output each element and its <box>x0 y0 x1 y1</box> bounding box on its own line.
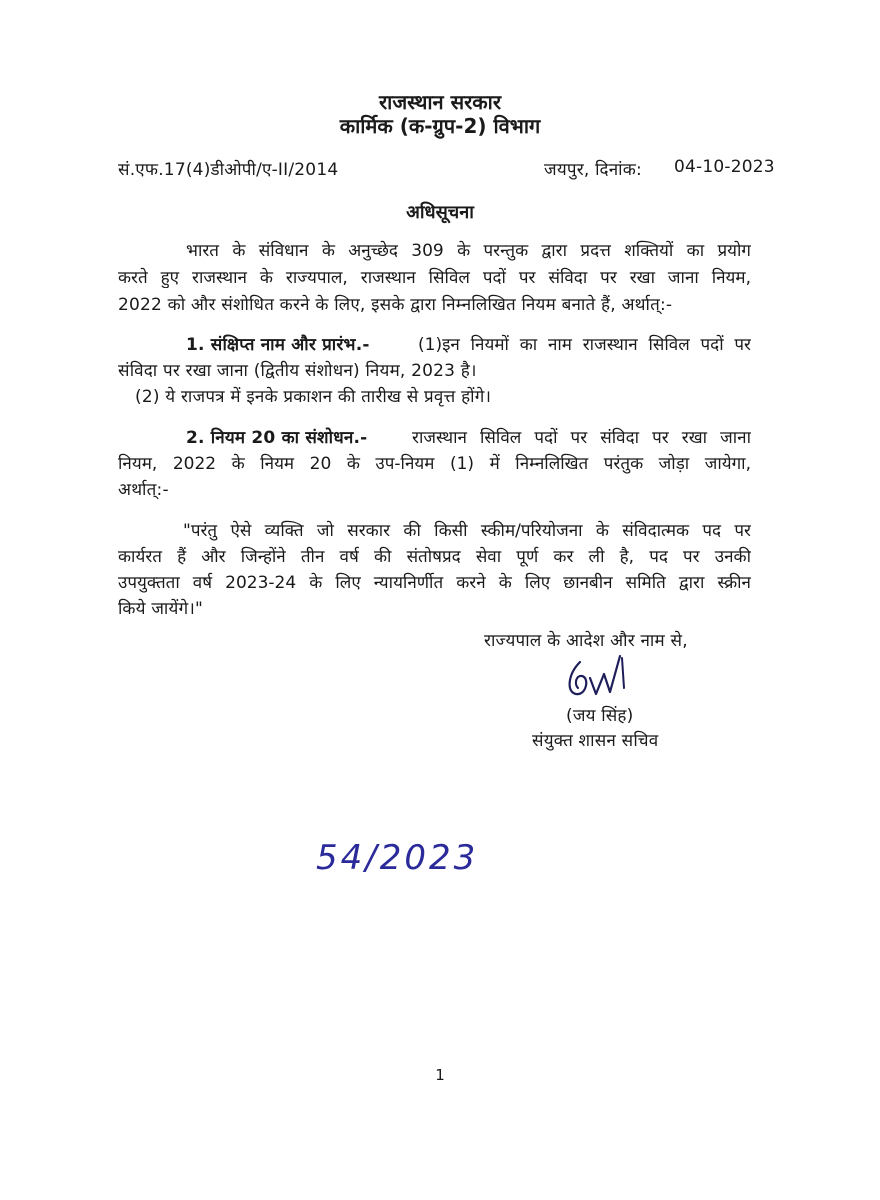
order-line: राज्यपाल के आदेश और नाम से, <box>484 631 688 651</box>
date-value: 04-10-2023 <box>674 157 775 177</box>
section-1-line-1: (1)इन नियमों का नाम राजस्थान सिविल पदों पर <box>418 335 751 355</box>
government-title: राजस्थान सरकार <box>378 90 502 114</box>
section-1-line-2: संविदा पर रखा जाना (द्वितीय संशोधन) नियम, 2023 है। <box>118 361 477 381</box>
proviso-line-3: उपयुक्तता वर्ष 2023-24 के लिए न्यायनिर्णीत करने के लिए छानबीन समिति द्वारा स्क्रीन <box>118 573 751 593</box>
proviso-line-1: "परंतु ऐसे व्यक्ति जो सरकार की किसी स्कीम/परियोजना के संविदात्मक पद पर <box>183 521 751 541</box>
preamble-line-3: 2022 को और संशोधित करने के लिए, इसके द्वारा निम्नलिखित नियम बनाते हैं, अर्थात्:- <box>118 295 673 315</box>
section-1-line-3: (2) ये राजपत्र में इनके प्रकाशन की तारीख से प्रवृत्त होंगे। <box>135 387 492 407</box>
proviso-line-2: कार्यरत हैं और जिन्होंने तीन वर्ष की संतोषप्रद सेवा पूर्ण कर ली है, पद पर उनकी <box>118 547 751 567</box>
place-date-label: जयपुर, दिनांक: <box>544 160 642 180</box>
preamble-line-1: भारत के संविधान के अनुच्छेद 309 के परन्तुक द्वारा प्रदत्त शक्तियों का प्रयोग <box>186 241 751 261</box>
signatory-name: (जय सिंह) <box>566 706 634 726</box>
page-number: 1 <box>435 1066 445 1084</box>
document-title: अधिसूचना <box>406 202 474 223</box>
proviso-line-4: किये जायेंगे।" <box>118 599 204 619</box>
section-2-line-1: राजस्थान सिविल पदों पर संविदा पर रखा जाना <box>412 428 751 448</box>
section-2-line-2: नियम, 2022 के नियम 20 के उप-नियम (1) में निम्नलिखित परंतुक जोड़ा जायेगा, <box>118 454 751 474</box>
section-2-line-3: अर्थात्:- <box>118 480 169 500</box>
reference-number: सं.एफ.17(4)डीओपी/ए-II/2014 <box>118 160 339 180</box>
preamble-line-2: करते हुए राजस्थान के राज्यपाल, राजस्थान सिविल पदों पर संविदा पर रखा जाना नियम, <box>118 268 751 288</box>
signatory-designation: संयुक्त शासन सचिव <box>532 731 659 751</box>
handwritten-number: 54/2023 <box>316 838 479 878</box>
section-2-heading: 2. नियम 20 का संशोधन.- <box>186 428 368 448</box>
signature-mark <box>560 648 650 708</box>
section-1-heading: 1. संक्षिप्त नाम और प्रारंभ.- <box>186 335 370 355</box>
department-title: कार्मिक (क-ग्रुप-2) विभाग <box>339 114 541 138</box>
